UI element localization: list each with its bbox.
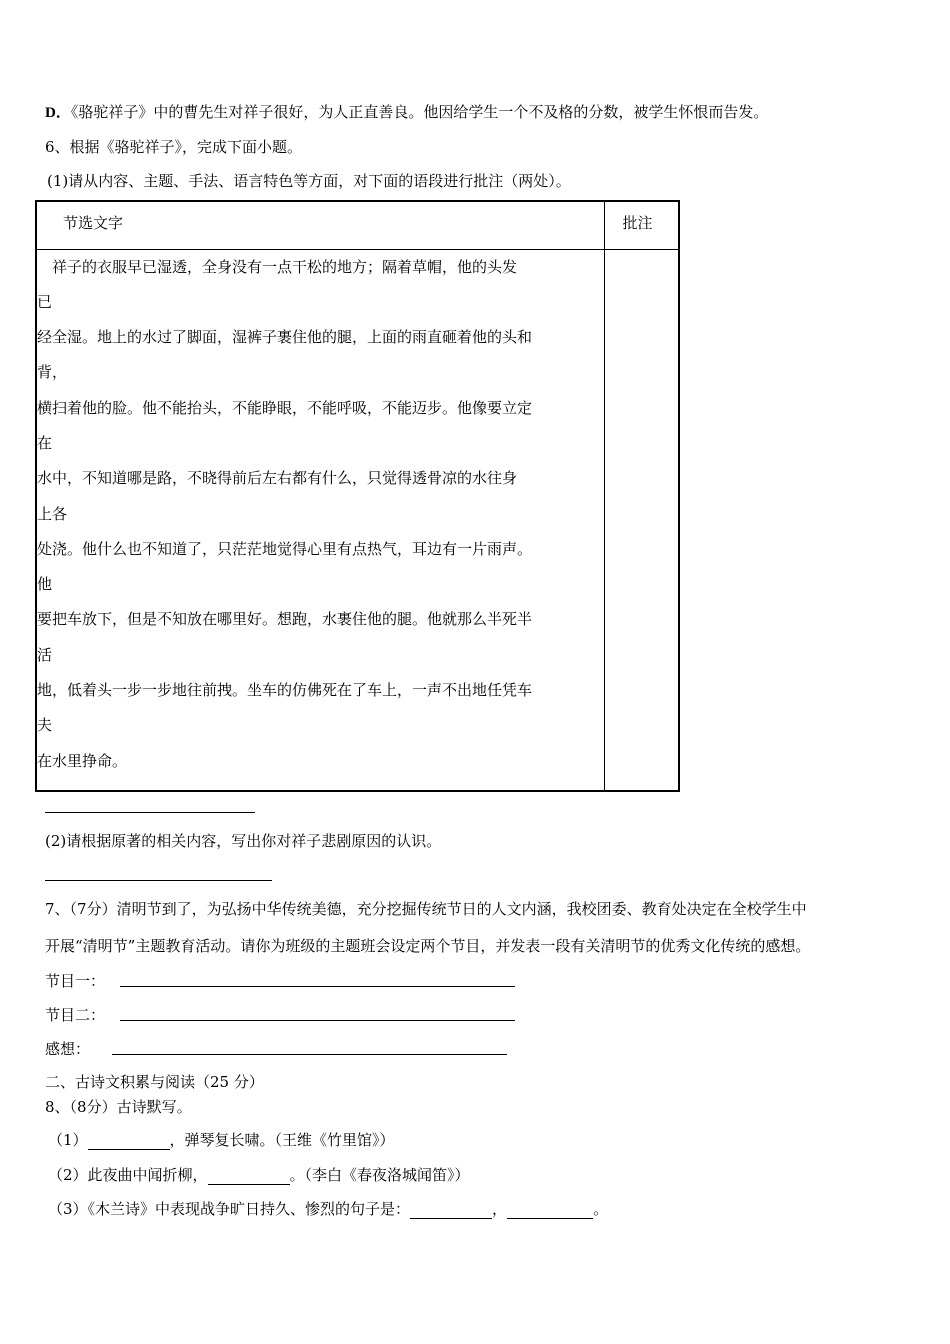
passage-line: 在 — [37, 433, 53, 452]
passage-line: 已 — [37, 292, 53, 311]
item2-prefix: （2）此夜曲中闻折柳， — [48, 1166, 208, 1184]
annotation-table — [35, 200, 680, 792]
table-header-passage: 节选文字 — [36, 201, 604, 249]
q8-item2 — [48, 1165, 470, 1185]
q5-option-d — [45, 102, 768, 123]
passage-cell — [36, 249, 604, 791]
q6-sub1: (1)请从内容、主题、手法、语言特色等方面，对下面的语段进行批注（两处）。 — [47, 172, 571, 190]
item1-suffix: ，弹琴复长啸。（王维《竹里馆》） — [169, 1131, 395, 1149]
q7-label-program1: 节目一： — [45, 972, 106, 990]
passage-line: 要把车放下，但是不知放在哪里好。想跑，水裹住他的腿。他就那么半死半 — [37, 610, 533, 629]
passage-line: 水中，不知道哪是路，不晓得前后左右都有什么，只觉得透骨凉的水往身 — [37, 469, 518, 488]
passage-line: 横扫着他的脸。他不能抬头，不能睁眼，不能呼吸，不能迈步。他像要立定 — [37, 398, 533, 417]
passage-line: 活 — [37, 645, 53, 664]
table-header-annotation: 批注 — [604, 201, 679, 249]
section2-title: 二、古诗文积累与阅读（25 分） — [45, 1073, 264, 1091]
item3-suffix: 。 — [593, 1200, 609, 1218]
q7-label-thoughts: 感想： — [45, 1040, 91, 1058]
passage-line: 祥子的衣服早已湿透，全身没有一点干松的地方；隔着草帽，他的头发 — [37, 257, 518, 276]
item2-suffix: 。（李白《春夜洛城闻笛》） — [289, 1166, 470, 1184]
q6-sub2: (2)请根据原著的相关内容，写出你对祥子悲剧原因的认识。 — [45, 832, 442, 850]
program1-blank[interactable] — [120, 986, 515, 987]
q7-line1: 7、（7分）清明节到了，为弘扬中华传统美德，充分挖掘传统节日的人文内涵，我校团委、教育处决定在全校学生中 — [45, 900, 807, 918]
q8-title: 8、（8分）古诗默写。 — [45, 1098, 192, 1116]
item2-blank[interactable] — [208, 1166, 290, 1185]
option-letter: D． — [45, 105, 71, 121]
q8-item1 — [48, 1130, 395, 1150]
thoughts-blank[interactable] — [112, 1054, 507, 1055]
item1-prefix: （1） — [48, 1131, 88, 1149]
item3-prefix: （3）《木兰诗》中表现战争旷日持久、惨烈的句子是： — [48, 1200, 411, 1218]
passage-line: 上各 — [37, 504, 68, 523]
passage-line: 经全湿。地上的水过了脚面，湿裤子裹住他的腿，上面的雨直砸着他的头和 — [37, 328, 533, 347]
passage-line: 他 — [37, 575, 53, 594]
q6-title: 6、根据《骆驼祥子》，完成下面小题。 — [45, 138, 303, 156]
item3-blank-1[interactable] — [410, 1200, 492, 1219]
q8-item3 — [48, 1199, 608, 1219]
answer-line-1[interactable] — [45, 812, 255, 813]
answer-line-2[interactable] — [45, 880, 272, 881]
program2-blank[interactable] — [120, 1020, 515, 1021]
q7-line2: 开展“清明节”主题教育活动。请你为班级的主题班会设定两个节目，并发表一段有关清明节的优秀文化传统的感想。 — [45, 937, 811, 955]
passage-line: 地，低着头一步一步地往前拽。坐车的仿佛死在了车上，一声不出地任凭车 — [37, 681, 533, 700]
item3-separator: ， — [492, 1200, 508, 1218]
option-text: 《骆驼祥子》中的曹先生对祥子很好，为人正直善良。他因给学生一个不及格的分数，被学生怀恨而告发。 — [70, 103, 769, 121]
item1-blank[interactable] — [88, 1131, 170, 1150]
passage-line: 在水里挣命。 — [37, 751, 128, 770]
passage-line: 处浇。他什么也不知道了，只茫茫地觉得心里有点热气，耳边有一片雨声。 — [37, 539, 533, 558]
item3-blank-2[interactable] — [507, 1200, 593, 1219]
annotation-cell[interactable] — [604, 249, 679, 791]
passage-line: 夫 — [37, 716, 53, 735]
q7-label-program2: 节目二： — [45, 1006, 106, 1024]
passage-line: 背， — [37, 363, 68, 382]
